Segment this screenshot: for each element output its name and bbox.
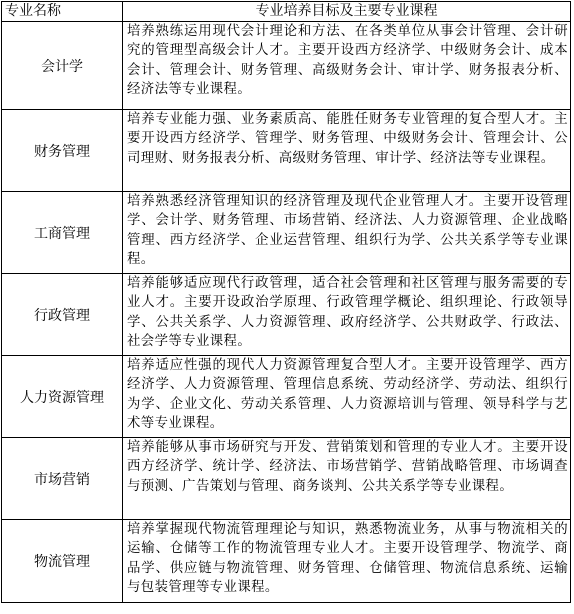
major-description-cell: 培养熟练运用现代会计理论和方法、在各类单位从事会计管理、会计研究的管理型高级会计人才。主要开设西方经济学、中级财务会计、成本会计、管理会计、财务管理、高级财务会计、审计学、财务报表分析、经济法等专业课程。 <box>123 22 571 110</box>
table-row <box>2 22 571 110</box>
major-name-cell: 工商管理 <box>2 192 123 274</box>
major-name-cell: 财务管理 <box>2 110 123 192</box>
table-row <box>2 438 571 520</box>
table-row <box>2 192 571 274</box>
major-description-cell: 培养掌握现代物流管理理论与知识，熟悉物流业务，从事与物流相关的运输、仓储等工作的物流管理专业人才。主要开设管理学、物流学、商品学、供应链与物流管理、财务管理、仓储管理、物流信息系统、运输与包装管理等专业课程。 <box>123 520 571 603</box>
major-description-cell: 培养适应性强的现代人力资源管理复合型人才。主要开设管理学、西方经济学、人力资源管理、管理信息系统、劳动经济学、劳动法、组织行为学、企业文化、劳动关系管理、人力资源培训与管理、领导科学与艺术等专业课程。 <box>123 356 571 438</box>
major-name-cell: 市场营销 <box>2 438 123 520</box>
table-row <box>2 356 571 438</box>
major-name-cell: 人力资源管理 <box>2 356 123 438</box>
header-major-name: 专业名称 <box>2 2 123 22</box>
major-description-cell: 培养熟悉经济管理知识的经济管理及现代企业管理人才。主要开设管理学、会计学、财务管理、市场营销、经济法、人力资源管理、企业战略管理、西方经济学、企业运营管理、组织行为学、公共关系学等专业课程。 <box>123 192 571 274</box>
table-row <box>2 274 571 356</box>
majors-table <box>1 1 571 603</box>
table-row <box>2 520 571 603</box>
major-name-cell: 物流管理 <box>2 520 123 603</box>
major-description-cell: 培养能够适应现代行政管理，适合社会管理和社区管理与服务需要的专业人才。主要开设政治学原理、行政管理学概论、组织理论、行政领导学、公共关系学、人力资源管理、政府经济学、公共财政学、行政法、社会学等专业课程。 <box>123 274 571 356</box>
major-description-cell: 培养专业能力强、业务素质高、能胜任财务专业管理的复合型人才。主要开设西方经济学、管理学、财务管理、中级财务会计、管理会计、公司理财、财务报表分析、高级财务管理、审计学、经济法等专业课程。 <box>123 110 571 192</box>
table-row <box>2 110 571 192</box>
major-name-cell: 行政管理 <box>2 274 123 356</box>
header-row <box>2 2 571 22</box>
major-name-cell: 会计学 <box>2 22 123 110</box>
major-description-cell: 培养能够从事市场研究与开发、营销策划和管理的专业人才。主要开设西方经济学、统计学、经济法、市场营销学、营销战略管理、市场调查与预测、广告策划与管理、商务谈判、公共关系学等专业课程。 <box>123 438 571 520</box>
header-goals-courses: 专业培养目标及主要专业课程 <box>123 2 571 22</box>
